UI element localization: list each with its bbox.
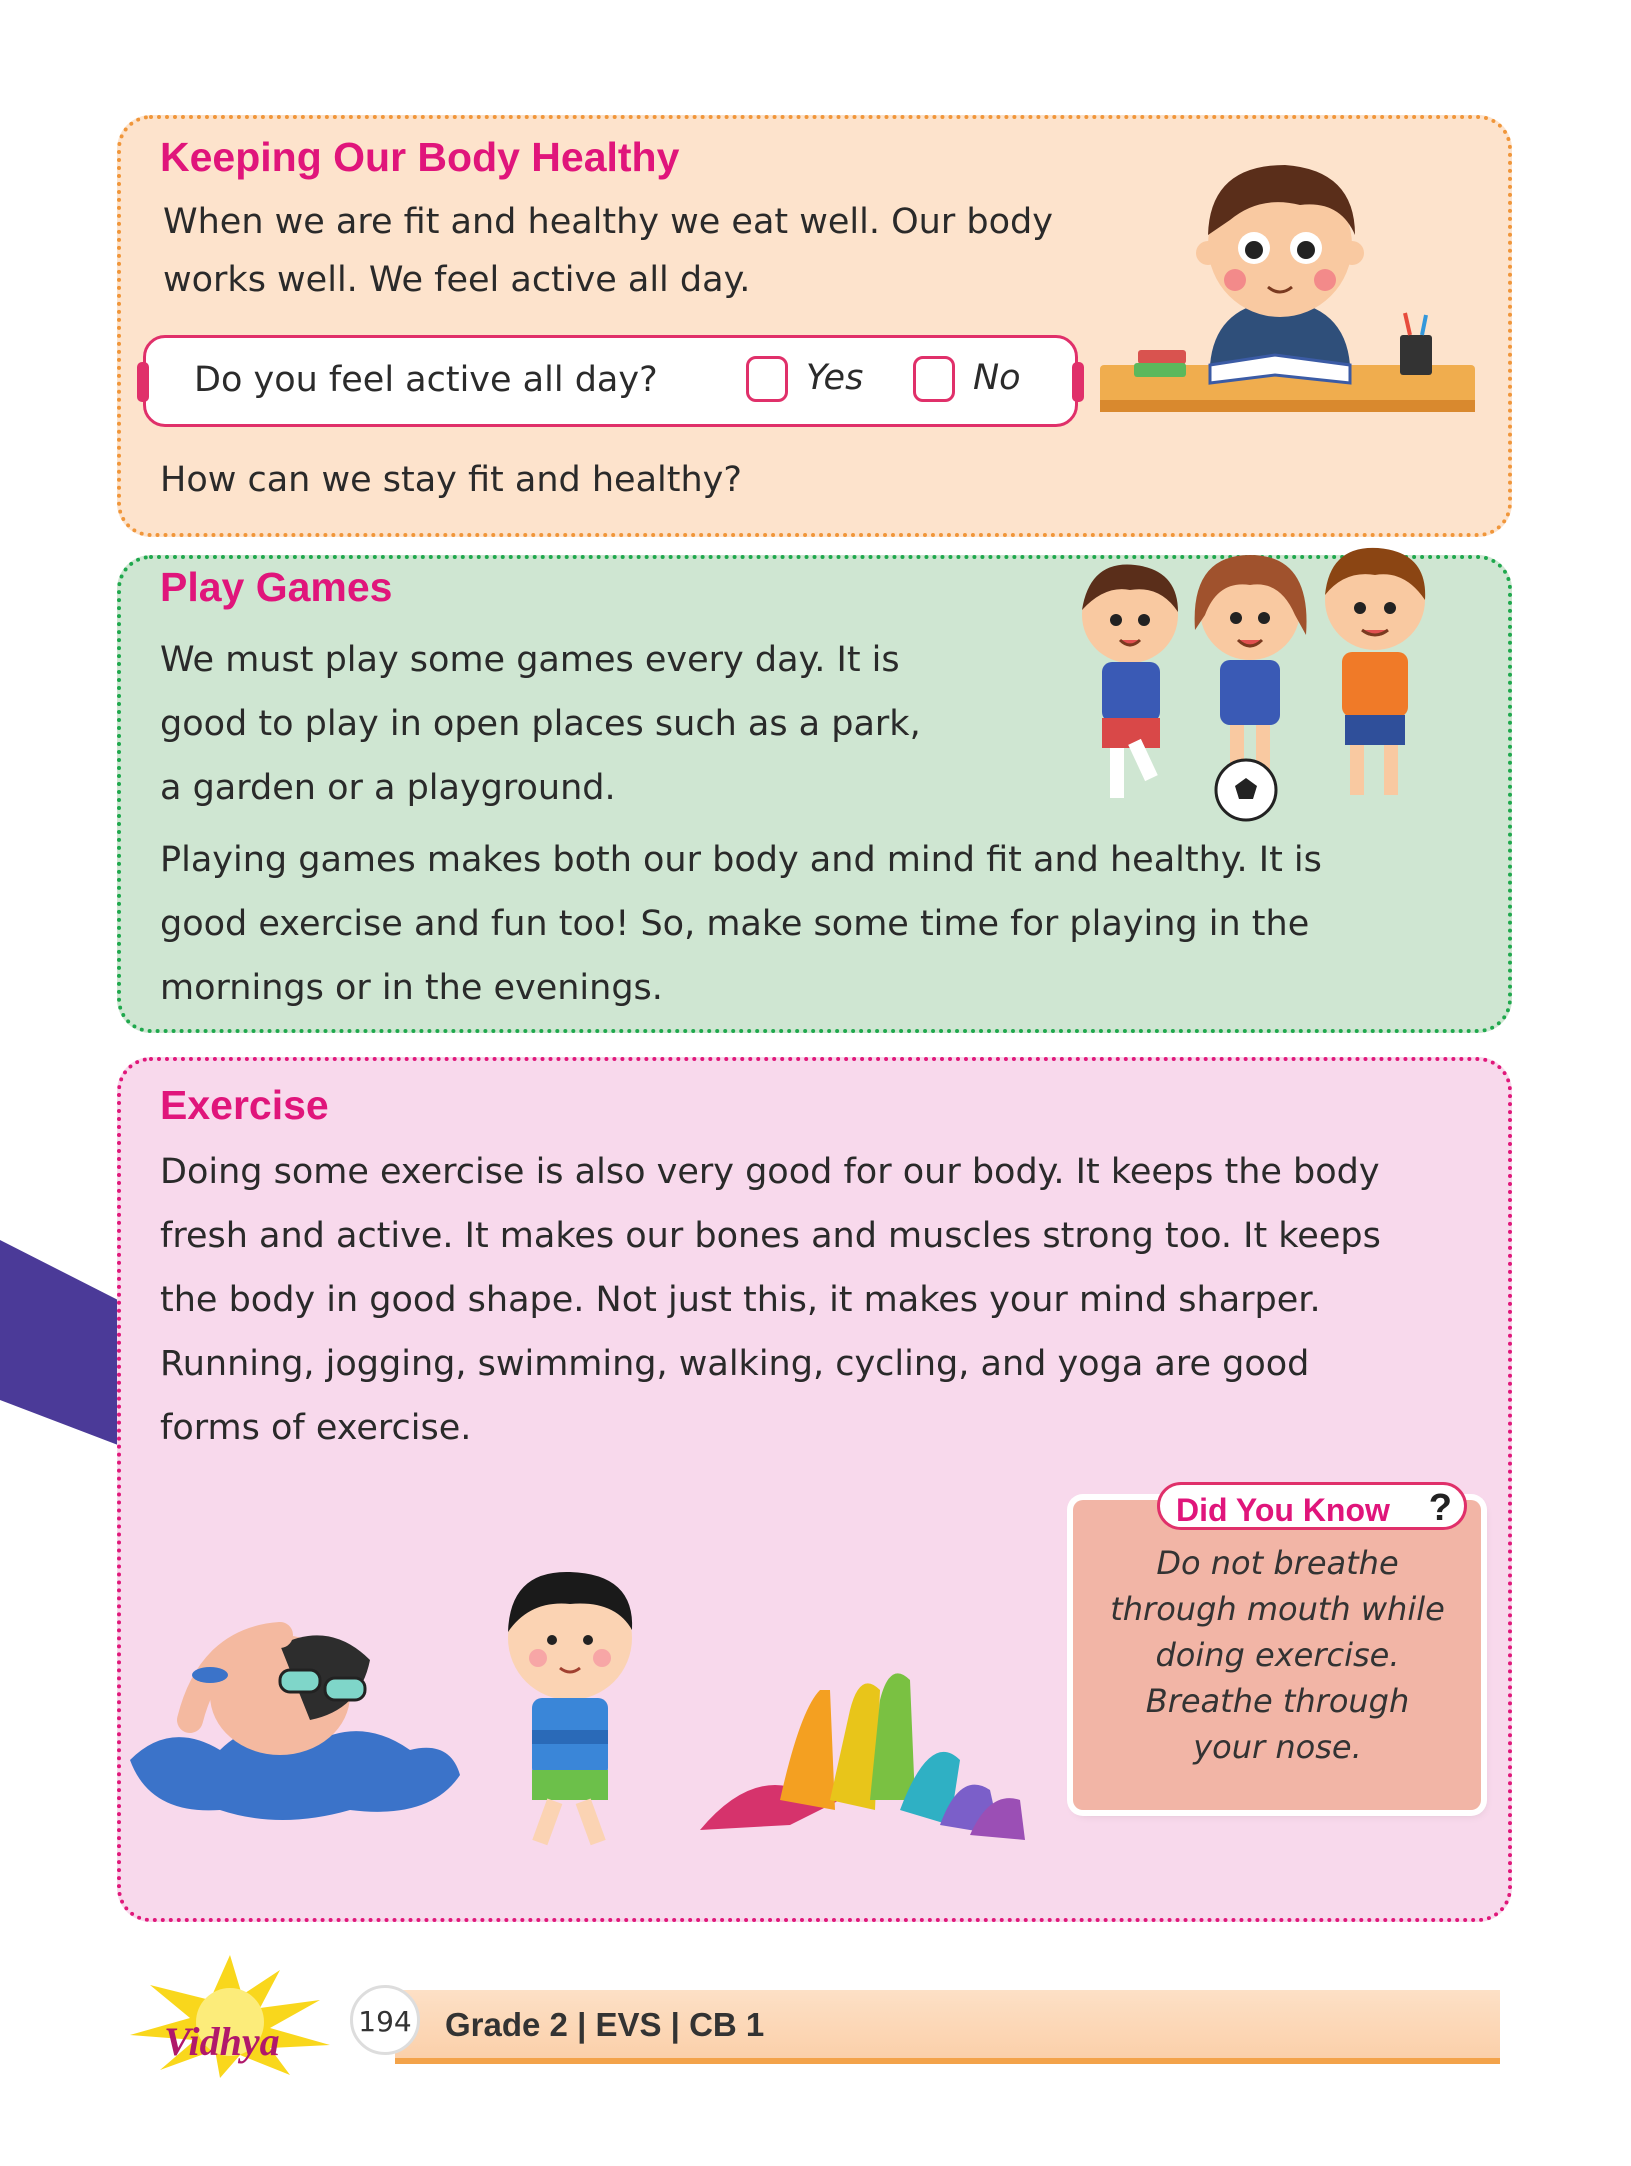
yes-checkbox[interactable] [746, 356, 788, 402]
text-line: When we are fit and healthy we eat well. Our body [163, 202, 1053, 242]
text-line: Breathe through [1145, 1682, 1410, 1720]
side-tab [0, 0, 130, 1460]
footer-text: Grade 2 | EVS | CB 1 [445, 2006, 765, 2043]
text-line: mornings or in the evenings. [160, 968, 663, 1008]
boy-studying-illustration [1100, 125, 1500, 445]
did-you-know-text [1085, 1540, 1470, 1770]
page-number: 194 [358, 2005, 412, 2038]
text-line: works well. We feel active all day. [163, 260, 751, 300]
walking-boy-illustration [470, 1560, 670, 1860]
text-line: Playing games makes both our body and mind fit and healthy. It is [160, 840, 1322, 880]
question-mark-icon: ? [1428, 1487, 1452, 1529]
text-line: your nose. [1193, 1728, 1362, 1766]
no-label: No [973, 358, 1021, 398]
text-line: a garden or a playground. [160, 768, 616, 808]
yoga-figures-illustration [690, 1650, 1030, 1850]
section-text [163, 193, 1053, 309]
text-line: the body in good shape. Not just this, it makes your mind sharper. [160, 1280, 1321, 1320]
section-heading: Keeping Our Body Healthy [160, 134, 680, 180]
question-text: Do you feel active all day? [194, 360, 658, 400]
did-you-know-title: Did You Know [1176, 1492, 1390, 1528]
text-line: good exercise and fun too! So, make some time for playing in the [160, 904, 1310, 944]
section-heading: Exercise [160, 1082, 329, 1128]
text-line: good to play in open places such as a park, [160, 704, 921, 744]
bar-cap [137, 362, 149, 402]
no-checkbox[interactable] [913, 356, 955, 402]
text-line: We must play some games every day. It is [160, 640, 900, 680]
section-text [160, 1140, 1381, 1460]
yes-label: Yes [806, 358, 864, 398]
section-text [160, 628, 921, 820]
text-line: doing exercise. [1155, 1636, 1400, 1674]
text-line: Do not breathe [1156, 1544, 1399, 1582]
text-line: through mouth while [1110, 1590, 1445, 1628]
kids-playing-illustration [1050, 540, 1480, 830]
text-line: forms of exercise. [160, 1408, 472, 1448]
swimmer-illustration [130, 1600, 470, 1830]
text-line: fresh and active. It makes our bones and muscles strong too. It keeps [160, 1216, 1381, 1256]
question-bar [143, 335, 1078, 427]
text-line: Doing some exercise is also very good for our body. It keeps the body [160, 1152, 1380, 1192]
text-line: Running, jogging, swimming, walking, cycling, and yoga are good [160, 1344, 1310, 1384]
prompt-text: How can we stay fit and healthy? [160, 460, 742, 500]
section-text [160, 828, 1322, 1020]
brand-logo-text: Vidhya [164, 2019, 280, 2064]
did-you-know-label [1157, 1482, 1467, 1530]
bar-cap [1072, 362, 1084, 402]
section-heading: Play Games [160, 564, 393, 610]
